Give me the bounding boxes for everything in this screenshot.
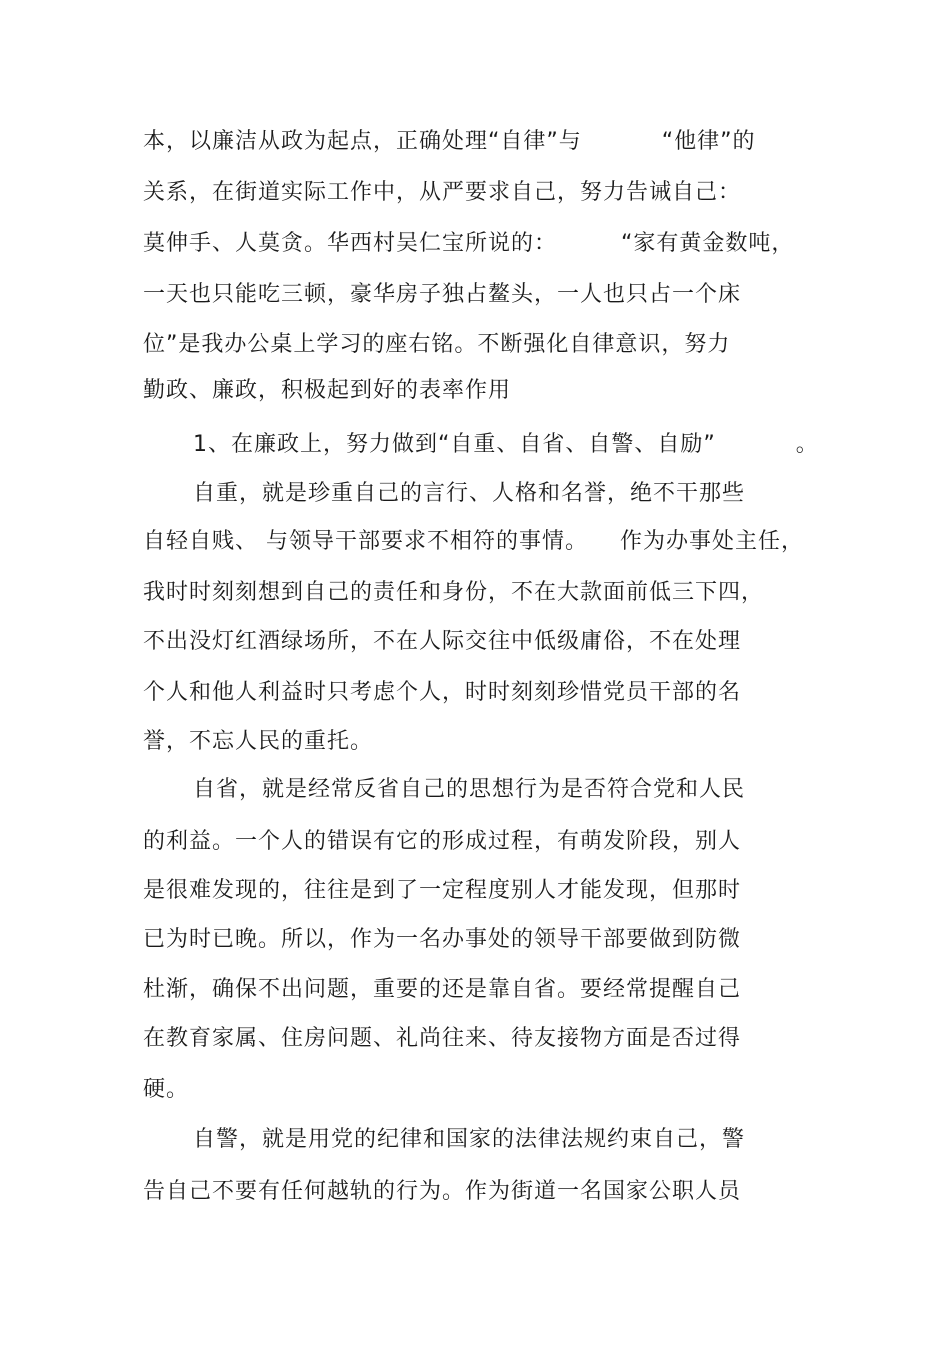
text-line: 硬。 (143, 1077, 190, 1102)
text-line-indented: 自重，就是珍重自己的言行、人格和名誉，绝不干那些 (193, 481, 746, 506)
text-line: 在教育家属、住房问题、礼尚往来、待友接物方面是否过得 (143, 1026, 742, 1051)
text-line: 勤政、廉政，积极起到好的表率作用 (143, 378, 512, 403)
text-line: 告自己不要有任何越轨的行为。作为街道一名国家公职人员 (143, 1179, 742, 1204)
text-line-indented: 1、在廉政上，努力做到“自重、自省、自警、自励” 。 (193, 432, 819, 457)
text-line: 关系，在街道实际工作中，从严要求自己，努力告诫自己： (143, 180, 742, 205)
text-line: 位”是我办公桌上学习的座右铭。不断强化自律意识，努力 (143, 332, 731, 357)
text-line: 个人和他人利益时只考虑个人，时时刻刻珍惜党员干部的名 (143, 680, 742, 705)
text-line-indented: 自省，就是经常反省自己的思想行为是否符合党和人民 (193, 777, 746, 802)
text-line: 杜渐，确保不出问题，重要的还是靠自省。要经常提醒自己 (143, 977, 742, 1002)
text-line: 已为时已晚。所以，作为一名办事处的领导干部要做到防微 (143, 927, 742, 952)
text-line: 誉，不忘人民的重托。 (143, 729, 374, 754)
text-line: 本，以廉洁从政为起点，正确处理“自律”与 “他律”的 (143, 129, 756, 154)
text-line: 我时时刻刻想到自己的责任和身份，不在大款面前低三下四， (143, 580, 765, 605)
text-line: 的利益。一个人的错误有它的形成过程，有萌发阶段，别人 (143, 829, 742, 854)
text-line: 一天也只能吃三顿，豪华房子独占鳌头，一人也只占一个床 (143, 282, 742, 307)
text-line: 不出没灯红酒绿场所，不在人际交往中低级庸俗，不在处理 (143, 629, 742, 654)
text-line-indented: 自警，就是用党的纪律和国家的法律法规约束自己，警 (193, 1127, 746, 1152)
text-line: 是很难发现的，往往是到了一定程度别人才能发现，但那时 (143, 878, 742, 903)
text-line: 自轻自贱、 与领导干部要求不相符的事情。 作为办事处主任， (143, 529, 804, 554)
text-line: 莫伸手、人莫贪。华西村吴仁宝所说的： “家有黄金数吨， (143, 231, 795, 256)
